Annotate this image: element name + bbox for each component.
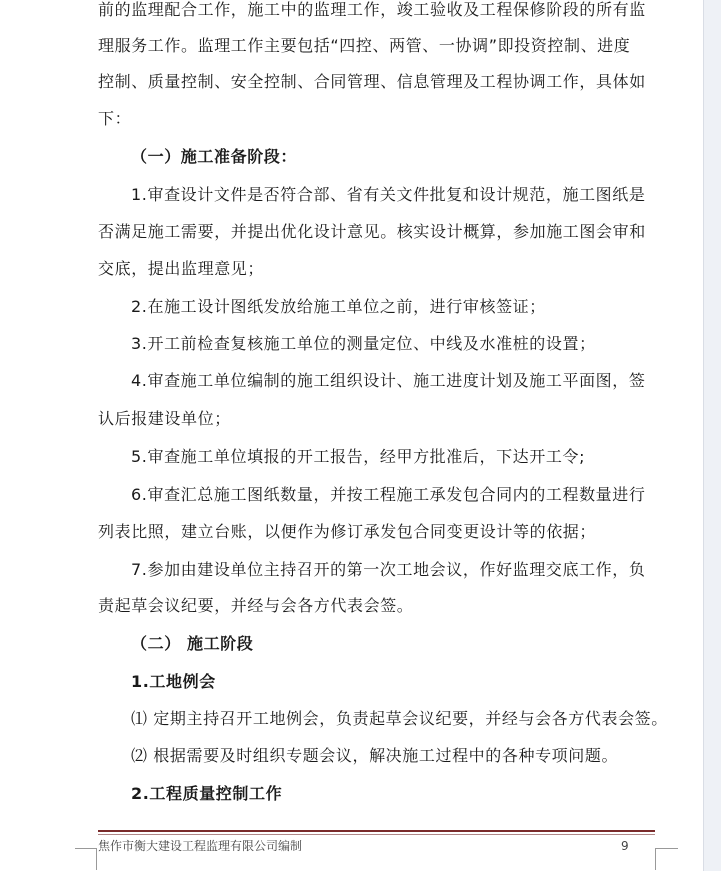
crop-mark-bottom-right bbox=[656, 848, 678, 871]
crop-mark-bottom-right-vertical bbox=[655, 848, 656, 870]
section-heading-preparation: （一）施工准备阶段： bbox=[131, 147, 298, 166]
crop-mark-bottom-left-vertical bbox=[96, 848, 97, 870]
crop-mark-bottom-left bbox=[75, 848, 97, 871]
paragraph-line: 下： bbox=[98, 109, 132, 128]
footer-rule bbox=[98, 830, 655, 832]
list-item-5: 5.审查施工单位填报的开工报告，经甲方批准后，下达开工令; bbox=[131, 447, 586, 466]
list-item-4: 4.审查施工单位编制的施工组织设计、施工进度计划及施工平面图，签 bbox=[131, 371, 646, 390]
paragraph-line: 控制、质量控制、安全控制、合同管理、信息管理及工程协调工作，具体如 bbox=[98, 72, 646, 91]
list-item-1-cont: 交底，提出监理意见； bbox=[98, 259, 265, 278]
footer-company: 焦作市衡大建设工程监理有限公司编制 bbox=[98, 839, 303, 853]
list-item-4-cont: 认后报建设单位； bbox=[98, 409, 231, 428]
list-item-2: 2.在施工设计图纸发放给施工单位之前，进行审核签证； bbox=[131, 297, 546, 316]
footer-rule-thin bbox=[98, 834, 655, 835]
paragraph-line: 理服务工作。监理工作主要包括“四控、两管、一协调”即投资控制、进度 bbox=[98, 36, 631, 55]
section-heading-construction: （二） 施工阶段 bbox=[131, 634, 254, 653]
sub-list-item-1: ⑴ 定期主持召开工地例会，负责起草会议纪要，并经与会各方代表会签。 bbox=[131, 709, 668, 728]
list-item-3: 3.开工前检查复核施工单位的测量定位、中线及水准桩的设置； bbox=[131, 334, 596, 353]
subsection-heading-quality-control: 2.工程质量控制工作 bbox=[131, 784, 283, 803]
page-number: 9 bbox=[621, 839, 629, 853]
list-item-7-cont: 责起草会议纪要，并经与会各方代表会签。 bbox=[98, 596, 414, 615]
subsection-heading-site-meeting: 1.工地例会 bbox=[131, 672, 216, 691]
list-item-1-cont: 否满足施工需要，并提出优化设计意见。核实设计概算，参加施工图会审和 bbox=[98, 222, 646, 241]
paragraph-line: 前的监理配合工作，施工中的监理工作，竣工验收及工程保修阶段的所有监 bbox=[98, 0, 646, 19]
sub-list-item-2: ⑵ 根据需要及时组织专题会议，解决施工过程中的各种专项问题。 bbox=[131, 746, 619, 765]
list-item-1: 1.审查设计文件是否符合部、省有关文件批复和设计规范，施工图纸是 bbox=[131, 185, 646, 204]
list-item-6: 6.审查汇总施工图纸数量，并按工程施工承发包合同内的工程数量进行 bbox=[131, 485, 646, 504]
document-margin-edge bbox=[703, 0, 721, 871]
list-item-6-cont: 列表比照，建立台账，以便作为修订承发包合同变更设计等的依据； bbox=[98, 522, 597, 541]
list-item-7: 7.参加由建设单位主持召开的第一次工地会议，作好监理交底工作，负 bbox=[131, 560, 646, 579]
